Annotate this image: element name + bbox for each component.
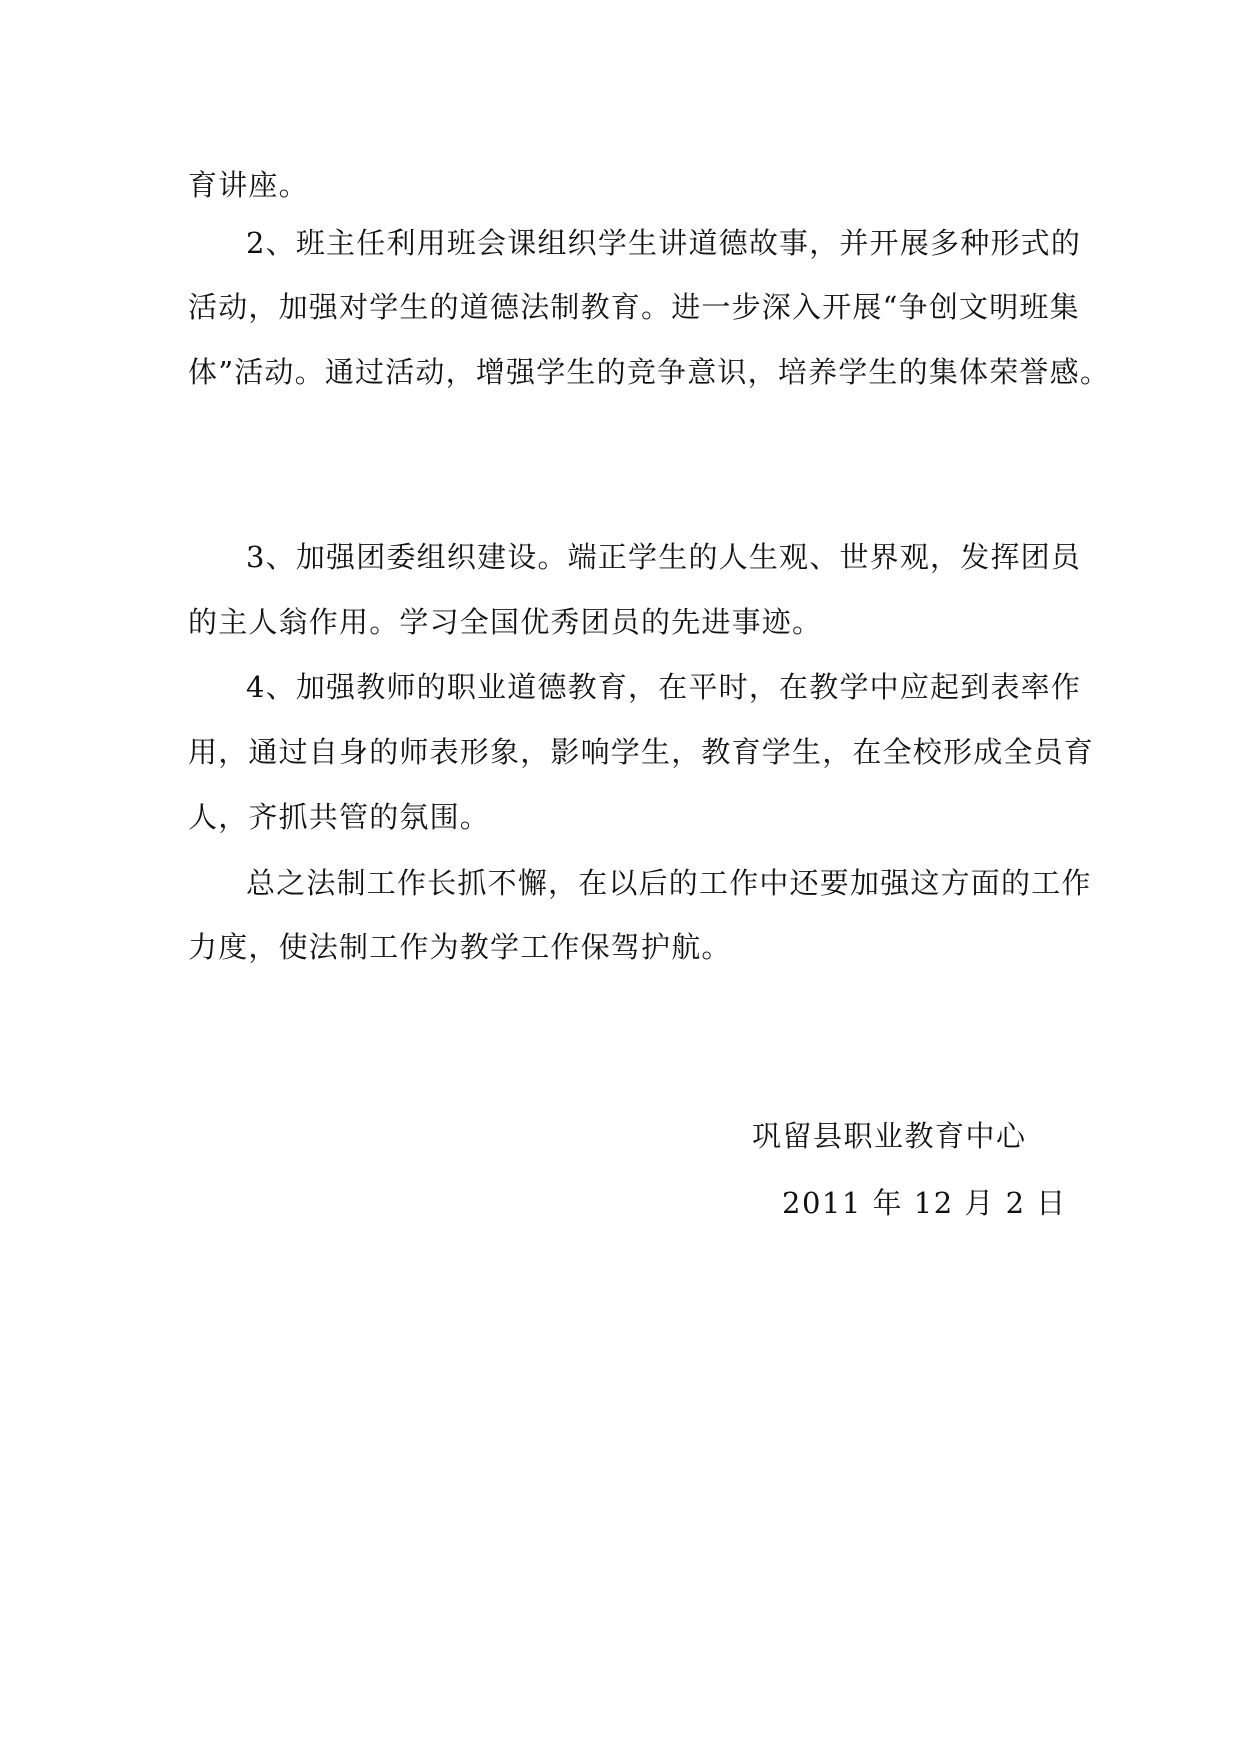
paragraph-4-line-3: 人，齐抓共管的氛围。 [188, 800, 491, 834]
paragraph-4-line-1: 4、加强教师的职业道德教育，在平时，在教学中应起到表率作 [246, 670, 1082, 704]
signature-date: 2011 年 12 月 2 日 [782, 1186, 1067, 1220]
paragraph-3-line-1: 3、加强团委组织建设。端正学生的人生观、世界观，发挥团员 [246, 540, 1082, 574]
paragraph-2-line-2: 活动，加强对学生的道德法制教育。进一步深入开展“争创文明班集 [188, 290, 1080, 324]
paragraph-3-line-2: 的主人翁作用。学习全国优秀团员的先进事迹。 [188, 605, 823, 639]
paragraph-2-line-1: 2、班主任利用班会课组织学生讲道德故事，并开展多种形式的 [246, 226, 1082, 260]
paragraph-5-line-2: 力度，使法制工作为教学工作保驾护航。 [188, 930, 732, 964]
paragraph-5-line-1: 总之法制工作长抓不懈，在以后的工作中还要加强这方面的工作 [246, 866, 1092, 900]
signature-organization: 巩留县职业教育中心 [752, 1119, 1027, 1153]
text-line-1: 育讲座。 [188, 168, 309, 202]
paragraph-2-line-3: 体”活动。通过活动，增强学生的竞争意识，培养学生的集体荣誉感。 [188, 355, 1111, 389]
paragraph-4-line-2: 用，通过自身的师表形象，影响学生，教育学生，在全校形成全员育 [188, 735, 1095, 769]
